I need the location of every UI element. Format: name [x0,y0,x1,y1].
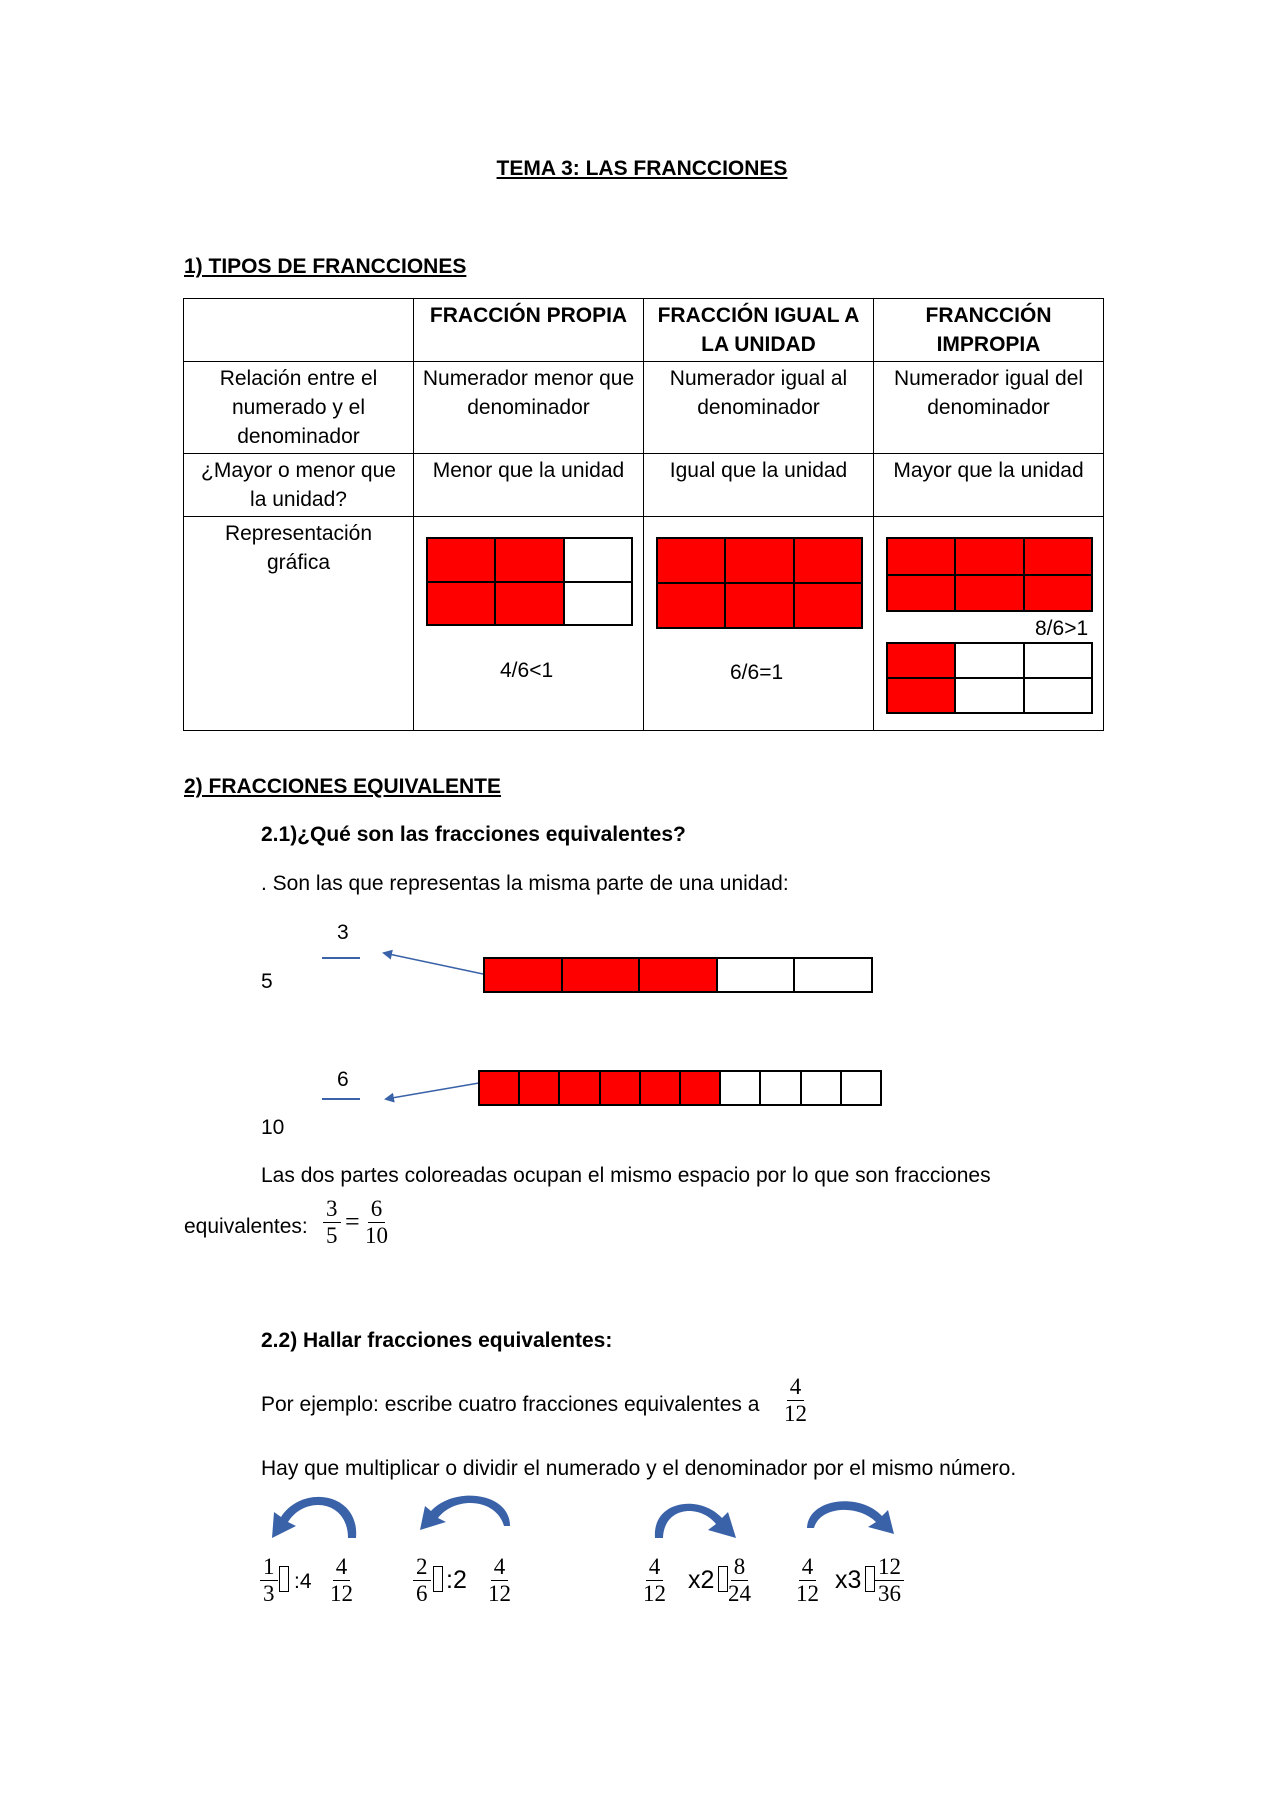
bar-segment [640,1071,680,1105]
improper-fraction-grid-1 [886,537,1093,612]
column-header-igual: FRACCIÓN IGUAL A LA UNIDAD [644,299,874,362]
section-heading-tipos: 1) TIPOS DE FRANCCIONES [184,255,467,278]
missing-glyph-box [865,1566,875,1592]
caption-unit: 6/6=1 [730,661,784,684]
page-title: TEMA 3: LAS FRANCCIONES [496,157,788,180]
row-label: ¿Mayor o menor que la unidad? [184,454,414,517]
row-label: Relación entre el numerado y el denominador [184,362,414,454]
caption-proper: 4/6<1 [500,659,554,682]
equals-sign: = [345,1207,360,1236]
table-corner-cell [184,299,414,362]
op4-result-fraction: $\frac{12}{36}$ [875,1554,904,1607]
fraction-a-denominator: 5 [261,970,273,993]
caption-improper: 8/6>1 [1035,617,1089,640]
bar-segment [519,1071,559,1105]
curved-arrow-right-icon [807,1501,894,1534]
arrow-icon [384,953,483,974]
column-header-impropia: FRANCCIÓN IMPROPIA [874,299,1104,362]
missing-glyph-box [433,1566,443,1592]
curved-arrows [260,1490,920,1560]
explanation-line-1: Las dos partes coloreadas ocupan el mismo espacio por lo que son fracciones [261,1164,991,1187]
example-text: Por ejemplo: escribe cuatro fracciones equivalentes a [261,1393,760,1416]
fraction-a-numerator: 3 [337,921,349,944]
unit-fraction-grid [656,537,863,629]
fraction-b-bar-graphic [478,1070,882,1106]
bar-segment [562,958,640,992]
missing-glyph-box [279,1566,289,1592]
fraction-b-denominator: 10 [261,1116,285,1139]
fraction-a-bar [322,957,360,959]
op3-result-fraction: $\frac{8}{24}$ [728,1554,751,1606]
proper-fraction-grid [426,537,633,626]
arrow-icon [386,1083,479,1099]
op3-source-fraction: $\frac{4}{12}$ [643,1554,666,1606]
op1-operator: :4 [294,1570,312,1593]
row-label: Representación gráfica [184,517,414,731]
rule-text: Hay que multiplicar o dividir el numerado y el denominador por el mismo número. [261,1457,1017,1480]
bar-segment [680,1071,720,1105]
op1-source-fraction: $\frac{4}{12}$ [330,1554,353,1606]
subheading-que-son: 2.1)¿Qué son las fracciones equivalentes? [261,823,686,846]
equation-fraction-b: $\frac{6}{10}$ [365,1196,388,1248]
bar-segment [639,958,717,992]
improper-fraction-grid-2 [886,642,1093,714]
definition-text: . Son las que representas la misma parte de una unidad: [261,872,789,895]
bar-segment [794,958,872,992]
bar-segment [801,1071,841,1105]
example-fraction: $\frac{4}{12}$ [784,1374,807,1426]
op2-source-fraction: $\frac{4}{12}$ [488,1554,511,1606]
table-row [184,362,1104,454]
explanation-line-2: equivalentes: [184,1215,308,1238]
op1-result-fraction: $\frac{1}{3}$ [260,1554,278,1607]
subheading-hallar: 2.2) Hallar fracciones equivalentes: [261,1329,613,1352]
section-heading-equivalentes: 2) FRACCIONES EQUIVALENTE [184,775,501,798]
table-cell: Mayor que la unidad [874,454,1104,517]
curved-arrow-left-icon [272,1497,356,1538]
table-cell: Igual que la unidad [644,454,874,517]
table-row [184,454,1104,517]
table-cell: Numerador menor que denominador [414,362,644,454]
bar-segment [720,1071,760,1105]
fraction-b-bar [322,1098,360,1100]
bar-segment [717,958,795,992]
curved-arrow-left-icon [420,1496,510,1530]
table-cell: Menor que la unidad [414,454,644,517]
bar-segment [559,1071,599,1105]
bar-segment [760,1071,800,1105]
op2-operator: :2 [446,1566,467,1594]
op3-operator: x2 [688,1566,715,1594]
table-header-row [184,299,1104,362]
curved-arrow-right-icon [655,1504,736,1538]
fraction-b-numerator: 6 [337,1068,349,1091]
bar-segment [600,1071,640,1105]
column-header-propia: FRACCIÓN PROPIA [414,299,644,362]
op2-result-fraction: $\frac{2}{6}$ [413,1554,431,1607]
bar-segment [479,1071,519,1105]
bar-segment [841,1071,881,1105]
equation-fraction-a: $\frac{3}{5}$ [323,1196,341,1249]
pointer-arrows [370,940,490,1110]
table-cell: Numerador igual del denominador [874,362,1104,454]
bar-segment [484,958,562,992]
op4-operator: x3 [835,1566,862,1594]
op4-source-fraction: $\frac{4}{12}$ [796,1554,819,1606]
fraction-a-bar-graphic [483,957,873,993]
table-cell: Numerador igual al denominador [644,362,874,454]
